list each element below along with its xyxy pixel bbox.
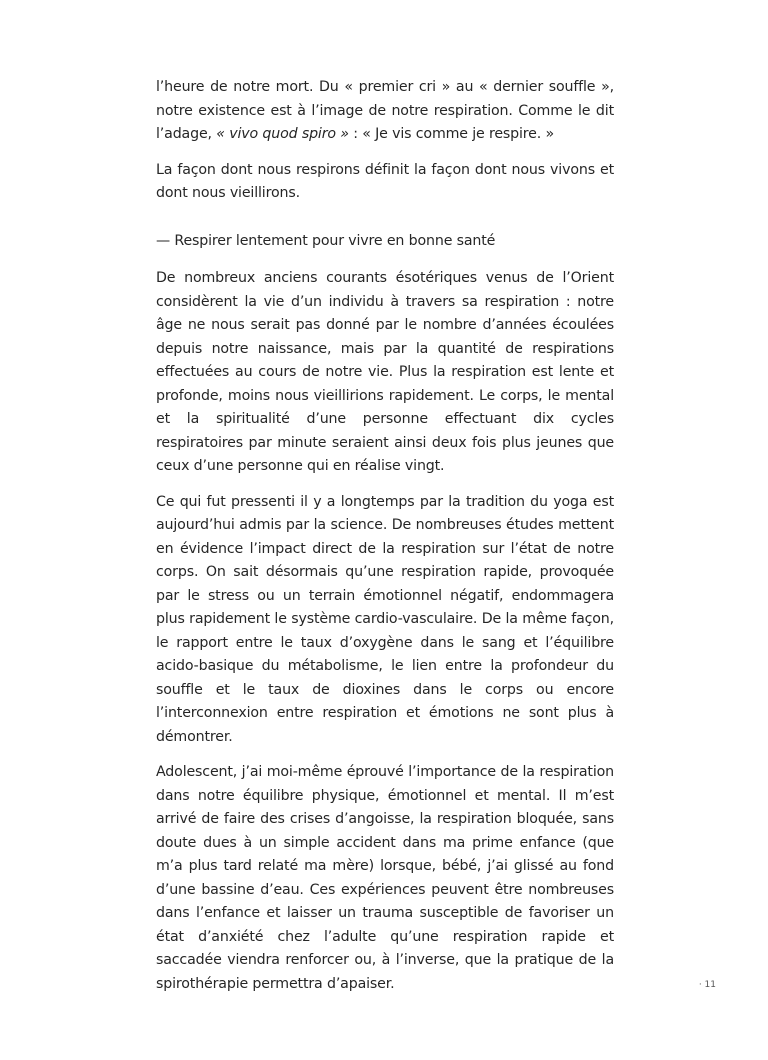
paragraph-intro-text-a: l’heure de notre mort. Du « premier cri » au « dernier souffle », notre existence est à l’image de notre respiration. Comme le dit l’adage, (156, 79, 614, 142)
paragraph-personal-experience: Adolescent, j’ai moi-même éprouvé l’importance de la respiration dans notre équilibre physique, émotionnel et mental. Il m’est arrivé de faire des crises d’angoisse, la respiration bloquée, sans doute dues à un simple accident dans ma prime enfance (que m’a plus tard relaté ma mère) lorsque, bébé, j’ai glissé au fond d’une bassine d’eau. Ces expériences peuvent être nombreuses dans l’enfance et laisser un trauma susceptible de favoriser un état d’anxiété chez l’adulte qu’une respiration rapide et saccadée viendra renforcer ou, à l’inverse, que la pratique de la spirothérapie permettra d’apaiser. (156, 764, 614, 992)
section-heading: — Respirer lentement pour vivre en bonne santé (156, 232, 496, 249)
latin-quote: « vivo quod spiro » (216, 126, 349, 142)
page-number: · 11 (698, 980, 716, 990)
paragraph-intro-text-b: : « Je vis comme je respire. » (348, 126, 554, 142)
page-body (156, 76, 614, 1008)
paragraph-science: Ce qui fut pressenti il y a longtemps par la tradition du yoga est aujourd’hui admis par la science. De nombreuses études mettent en évidence l’impact direct de la respiration sur l’état de notre corps. On sait désormais qu’une respiration rapide, provoquée par le stress ou un terrain émotionnel négatif, endommagera plus rapidement le système cardio-vasculaire. De la même façon, le rapport entre le taux d’oxygène dans le sang et l’équilibre acido-basique du métabolisme, le lien entre la profondeur du souffle et le taux de dioxines dans le corps ou encore l’interconnexion entre respiration et émotions ne sont plus à démontrer. (156, 493, 614, 745)
paragraph-esoteric-traditions: De nombreux anciens courants ésotériques venus de l’Orient considèrent la vie d’un individu à travers sa respiration : notre âge ne nous serait pas donné par le nombre d’années écoulées depuis notre naissance, mais par la quantité de respirations effectuées au cours de notre vie. Plus la respiration est lente et profonde, moins nous vieillirions rapidement. Le corps, le mental et la spiritualité d’une personne effectuant dix cycles respiratoires par minute seraient ainsi deux fois plus jeunes que ceux d’une personne qui en réalise vingt. (156, 270, 614, 474)
paragraph-intro (156, 76, 614, 147)
paragraph-breathing-defines-life: La façon dont nous respirons définit la façon dont nous vivons et dont nous vieillirons. (156, 161, 614, 201)
